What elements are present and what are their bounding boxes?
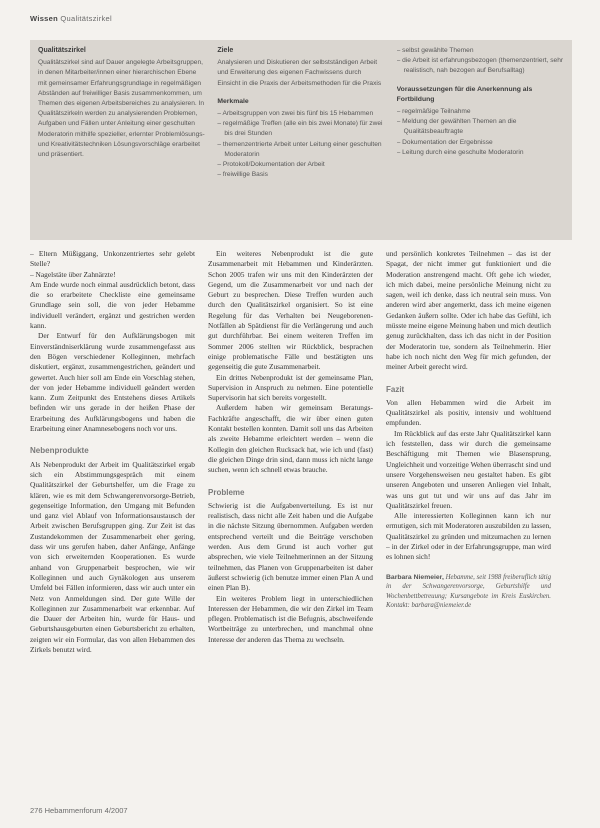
list-item: – Leitung durch eine geschulte Moderatorin bbox=[396, 148, 524, 156]
list-item: – Protokoll/Dokumentation der Arbeit bbox=[217, 161, 325, 169]
list-item: – regelmäßige Treffen (alle ein bis zwei Monate) für zwei bis drei Stunden bbox=[217, 120, 383, 138]
article-column-3 bbox=[386, 249, 551, 795]
list-item: – Arbeitsgruppen von zwei bis fünf bis 15 Hebammen bbox=[217, 110, 374, 118]
info-box-features-list bbox=[217, 109, 384, 180]
list-item: – themenzentrierte Arbeit unter Leitung einer geschulten Moderatorin bbox=[217, 140, 382, 158]
info-box-col-goals bbox=[217, 46, 384, 234]
info-box-col-requirements bbox=[397, 46, 564, 234]
section-label: Wissen bbox=[30, 14, 58, 23]
author-text: Hebamme, seit 1988 freiberuflich tätig in der Schwangerenvorsorge, Geburtshilfe und Wochenbettbetreuung; Kursangebote im Kreis Euskirchen. Kontakt: barbara@niemeier.de bbox=[386, 573, 551, 610]
paragraph: Im Rückblick auf das erste Jahr Qualitätszirkel kann ich feststellen, dass wir durch die gemeinsame Beschäftigung mit Themen wie Blasensprung, Ungleichheit und vorzeitige Wehen überrascht sind und unsere Vorgehensweisen neu gestaltet haben. Es gibt unseren Angeboten und unseren Anliegen viel Inhalt, was uns gut tut und wir uns auf das Jahr im Qualitätszirkel freuen. bbox=[386, 428, 551, 510]
paragraph: Am Ende wurde noch einmal ausdrücklich betont, dass die so erarbeitete Checkliste eine gemeinsame Grundlage sein soll, die von jeder Hebamme individuell verändert, ergänzt und gestrichen werden kann. bbox=[30, 279, 195, 331]
page-header bbox=[30, 14, 570, 23]
issue-number: 4/2007 bbox=[104, 806, 128, 815]
info-box-requirements-title: Voraussetzungen für die Anerkennung als Fortbildung bbox=[396, 85, 533, 103]
info-box-requirements-list bbox=[397, 107, 564, 158]
info-box-title: Qualitätszirkel bbox=[38, 47, 86, 54]
paragraph: Alle interessierten Kolleginnen kann ich nur ermutigen, sich mit Moderatoren auszubilden zu lassen, Qualitätszirkel zu gründen und mitzumachen zu lernen – in der Zirkel oder in der Erfahrungsgruppe, man wird es lohnen sich! bbox=[386, 511, 551, 562]
paragraph: Ein weiteres Problem liegt in unterschiedlichen Interessen der Hebammen, die wir den Zirkel im Team pflegen. Problematisch ist die Befugnis, abschweifende Wortbeiträge zu unterbrechen, und manchmal ohne Interesse der anderen das Thema zu wechseln. bbox=[208, 593, 373, 644]
paragraph: Außerdem haben wir gemeinsam Beratungs-Fachkräfte angeschafft, die wir über einen guten Kontakt bestellen konnten. Damit soll uns das Arbeiten als zweite Hebamme erleichtert werden – wenn die Kollegin den gleichen Rucksack hat, wie ich und (fast) die gleichen Dinge drin sind, dann muss ich nicht lange suchen, wenn ich schnell etwas brauche. bbox=[208, 403, 373, 475]
page-number: 276 bbox=[30, 806, 43, 815]
list-item: – freiwillige Basis bbox=[217, 171, 268, 179]
article-column-2 bbox=[208, 249, 373, 795]
paragraph: Von allen Hebammen wird die Arbeit im Qualitätszirkel als positiv, intensiv und wohltuend empfunden. bbox=[386, 397, 551, 428]
paragraph: Ein weiteres Nebenprodukt ist die gute Zusammenarbeit mit Hebammen und Kinderärzten. Schon 2005 trafen wir uns mit den Kinderärzten der Gegend, um die Zusammenarbeit vor und nach der Geburt zu besprechen. Diese Treffen wurden auch durch den Qualitätszirkel organisiert. So ist eine Regelung für das Verhalten bei Neugeborenen-Notfällen ab Spätdienst für die Verlängerung und auch gut durchführbar. Bei einem weiteren Treffen im Sommer 2006 stellten wir Rückblick, besprachen einige problematische Fälle und bestätigten uns gegenseitig die gute Zusammenarbeit. bbox=[208, 249, 373, 372]
paragraph: Schwierig ist die Aufgabenverteilung. Es ist nur realistisch, dass nicht alle Zeit haben und die Aufgabe in die nächste Sitzung übernommen. Aufgaben werden entsprechend verteilt und die Beiträge verschoben werden. Aus dem Grund ist auch vorher gut absprechen, wie viele Teilnehmerinnen an der Sitzung teilnehmen, das Planen von Gruppenarbeiten ist daher äußerst schwierig (ich benutze immer einen Plan A und einen Plan B). bbox=[208, 500, 373, 593]
article-column-1 bbox=[30, 249, 195, 795]
info-box-goals-text: Analysieren und Diskutieren der selbstständigen Arbeit und Erweiterung des eigenen Fachwissens durch Einsicht in die Praxis der Arbeitsmethoden für die Praxis bbox=[217, 59, 382, 87]
subheading-nebenprodukte: Nebenprodukte bbox=[30, 446, 89, 456]
info-box-col-definition bbox=[38, 46, 205, 234]
topic-label: Qualitätszirkel bbox=[60, 14, 112, 23]
paragraph: Der Entwurf für den Aufklärungsbogen mit Einverständniserklärung wurde zusammengefasst aus den Bögen verschiedener Kolleginnen, mehrfach diskutiert, ergänzt, zusammengestrichen, geändert und gewertet. Auch hier soll am Ende ein Vorschlag stehen, der von jeder Hebamme individuell geändert werden kann. Zum Zeitpunkt des Entstehens dieses Artikels befinden wir uns gerade in der heißen Phase der Erarbeitung des Aufklärungsbogens und haben die Erarbeitung einer Anamnesebogens noch vor uns. bbox=[30, 331, 195, 434]
info-box bbox=[30, 40, 572, 240]
list-item: – regelmäßige Teilnahme bbox=[396, 108, 471, 116]
page-footer bbox=[30, 806, 128, 815]
paragraph: – Eltern Müßiggang, Unkonzentriertes sehr gelebt Stelle? bbox=[30, 249, 195, 269]
list-item: – Dokumentation der Ergebnisse bbox=[396, 138, 493, 146]
author-bio bbox=[386, 573, 551, 611]
paragraph: Ein drittes Nebenprodukt ist der gemeinsame Plan, Supervision in Anspruch zu nehmen. Eine potentielle Supervisorin hat sich bereits vorgestellt. bbox=[208, 372, 373, 403]
paragraph: – Nagelstäte über Zahnärzte! bbox=[30, 269, 116, 279]
list-item: – Meldung der gewählten Themen an die Qualitätsbeauftragte bbox=[396, 118, 517, 136]
paragraph: und persönlich konkretes Teilnehmen – das ist der Spagat, der nicht immer gut funktioniert und die Moderation anstrengend macht. Oft gehe ich wieder, ich mich dabei, meine persönliche Meinung nicht zu sagen, weil ich denke, dass ich neutral sein muss. Von anderen wird aber angemerkt, dass ich meine eigenen Gedanken äußern sollte. Oder ich habe das Gefühl, ich müsste meine eigene Meinung haben und mich deutlich genug zurückhalten, dass ich das nicht in der Position der Moderatorin tue, sondern als Teilnehmerin. Hier habe ich noch nicht den Weg für mich gefunden, der meiner Arbeit gerecht wird. bbox=[386, 249, 551, 372]
info-box-goals-title: Ziele bbox=[217, 47, 234, 54]
info-box-features-title: Merkmale bbox=[217, 97, 249, 105]
subheading-fazit: Fazit bbox=[386, 384, 405, 394]
paragraph: Als Nebenprodukt der Arbeit im Qualitätszirkel ergab sich ein Abstimmungsgespräch mit einem Qualitätszirkel der Geburtshelfer, um die Frage zu klären, wie es mit dem Schwangerenvorsorge-Betrieb, gegenseitige Information, den Umgang mit Befunden und ganz viel Ablauf von Informationsaustausch der Arbeit zwischen Berufsgruppen ging. Zur Zeit ist das Zustandekommen der Zusammenarbeit eher gering, dass wir uns gerufen haben, daher Anfänge, Anfänge von sich erweiternden Kooperationen. Es wurde anhand von Gruppenarbeit besprochen, wie wir Kolleginnen und auch Gynäkologen aus unserem Umfeld bei Fällen informieren, dass wir auch unter ein Netz von Anmeldungen sind. Der gute Wille der Kolleginnen zur Zusammenarbeit war erkennbar. Auf die Dauer der Arbeiten hin, wurde für Haus- und Geburtshausgeburten einen Geburtsbericht zu erhalten, zeigten wir ein Formular, das von allen Hebammen des Zirkels benutzt wird. bbox=[30, 459, 195, 654]
list-item: – die Arbeit ist erfahrungsbezogen (themenzentriert, sehr realistisch, nah bezogen auf Berufsalltag) bbox=[396, 57, 564, 75]
publication-name: Hebammenforum bbox=[44, 806, 103, 815]
info-box-themes-list bbox=[397, 46, 564, 77]
subheading-probleme: Probleme bbox=[208, 487, 245, 497]
author-name: Barbara Niemeier, bbox=[386, 573, 444, 581]
info-box-definition-text: Qualitätszirkel sind auf Dauer angelegte Arbeitsgruppen, in denen Mitarbeiter/innen einer hierarchischen Ebene mit gemeinsamer Erfahrungsgrundlage in regelmäßigen Abständen auf freiwilliger Basis zusammenkommen, um Themen des eigenen Arbeitsbereiches zu analysieren. In Qualitätszirkeln werden zu analysierenden Problemen, Aufgaben und Fällen unter Anleitung einer geschulten Moderatorin mithilfe spezieller, erlernter Problemlösungs- und Kreativitätstechniken Lösungsvorschläge erarbeitet und präsentiert. bbox=[38, 59, 205, 159]
list-item: – selbst gewählte Themen bbox=[396, 47, 474, 54]
